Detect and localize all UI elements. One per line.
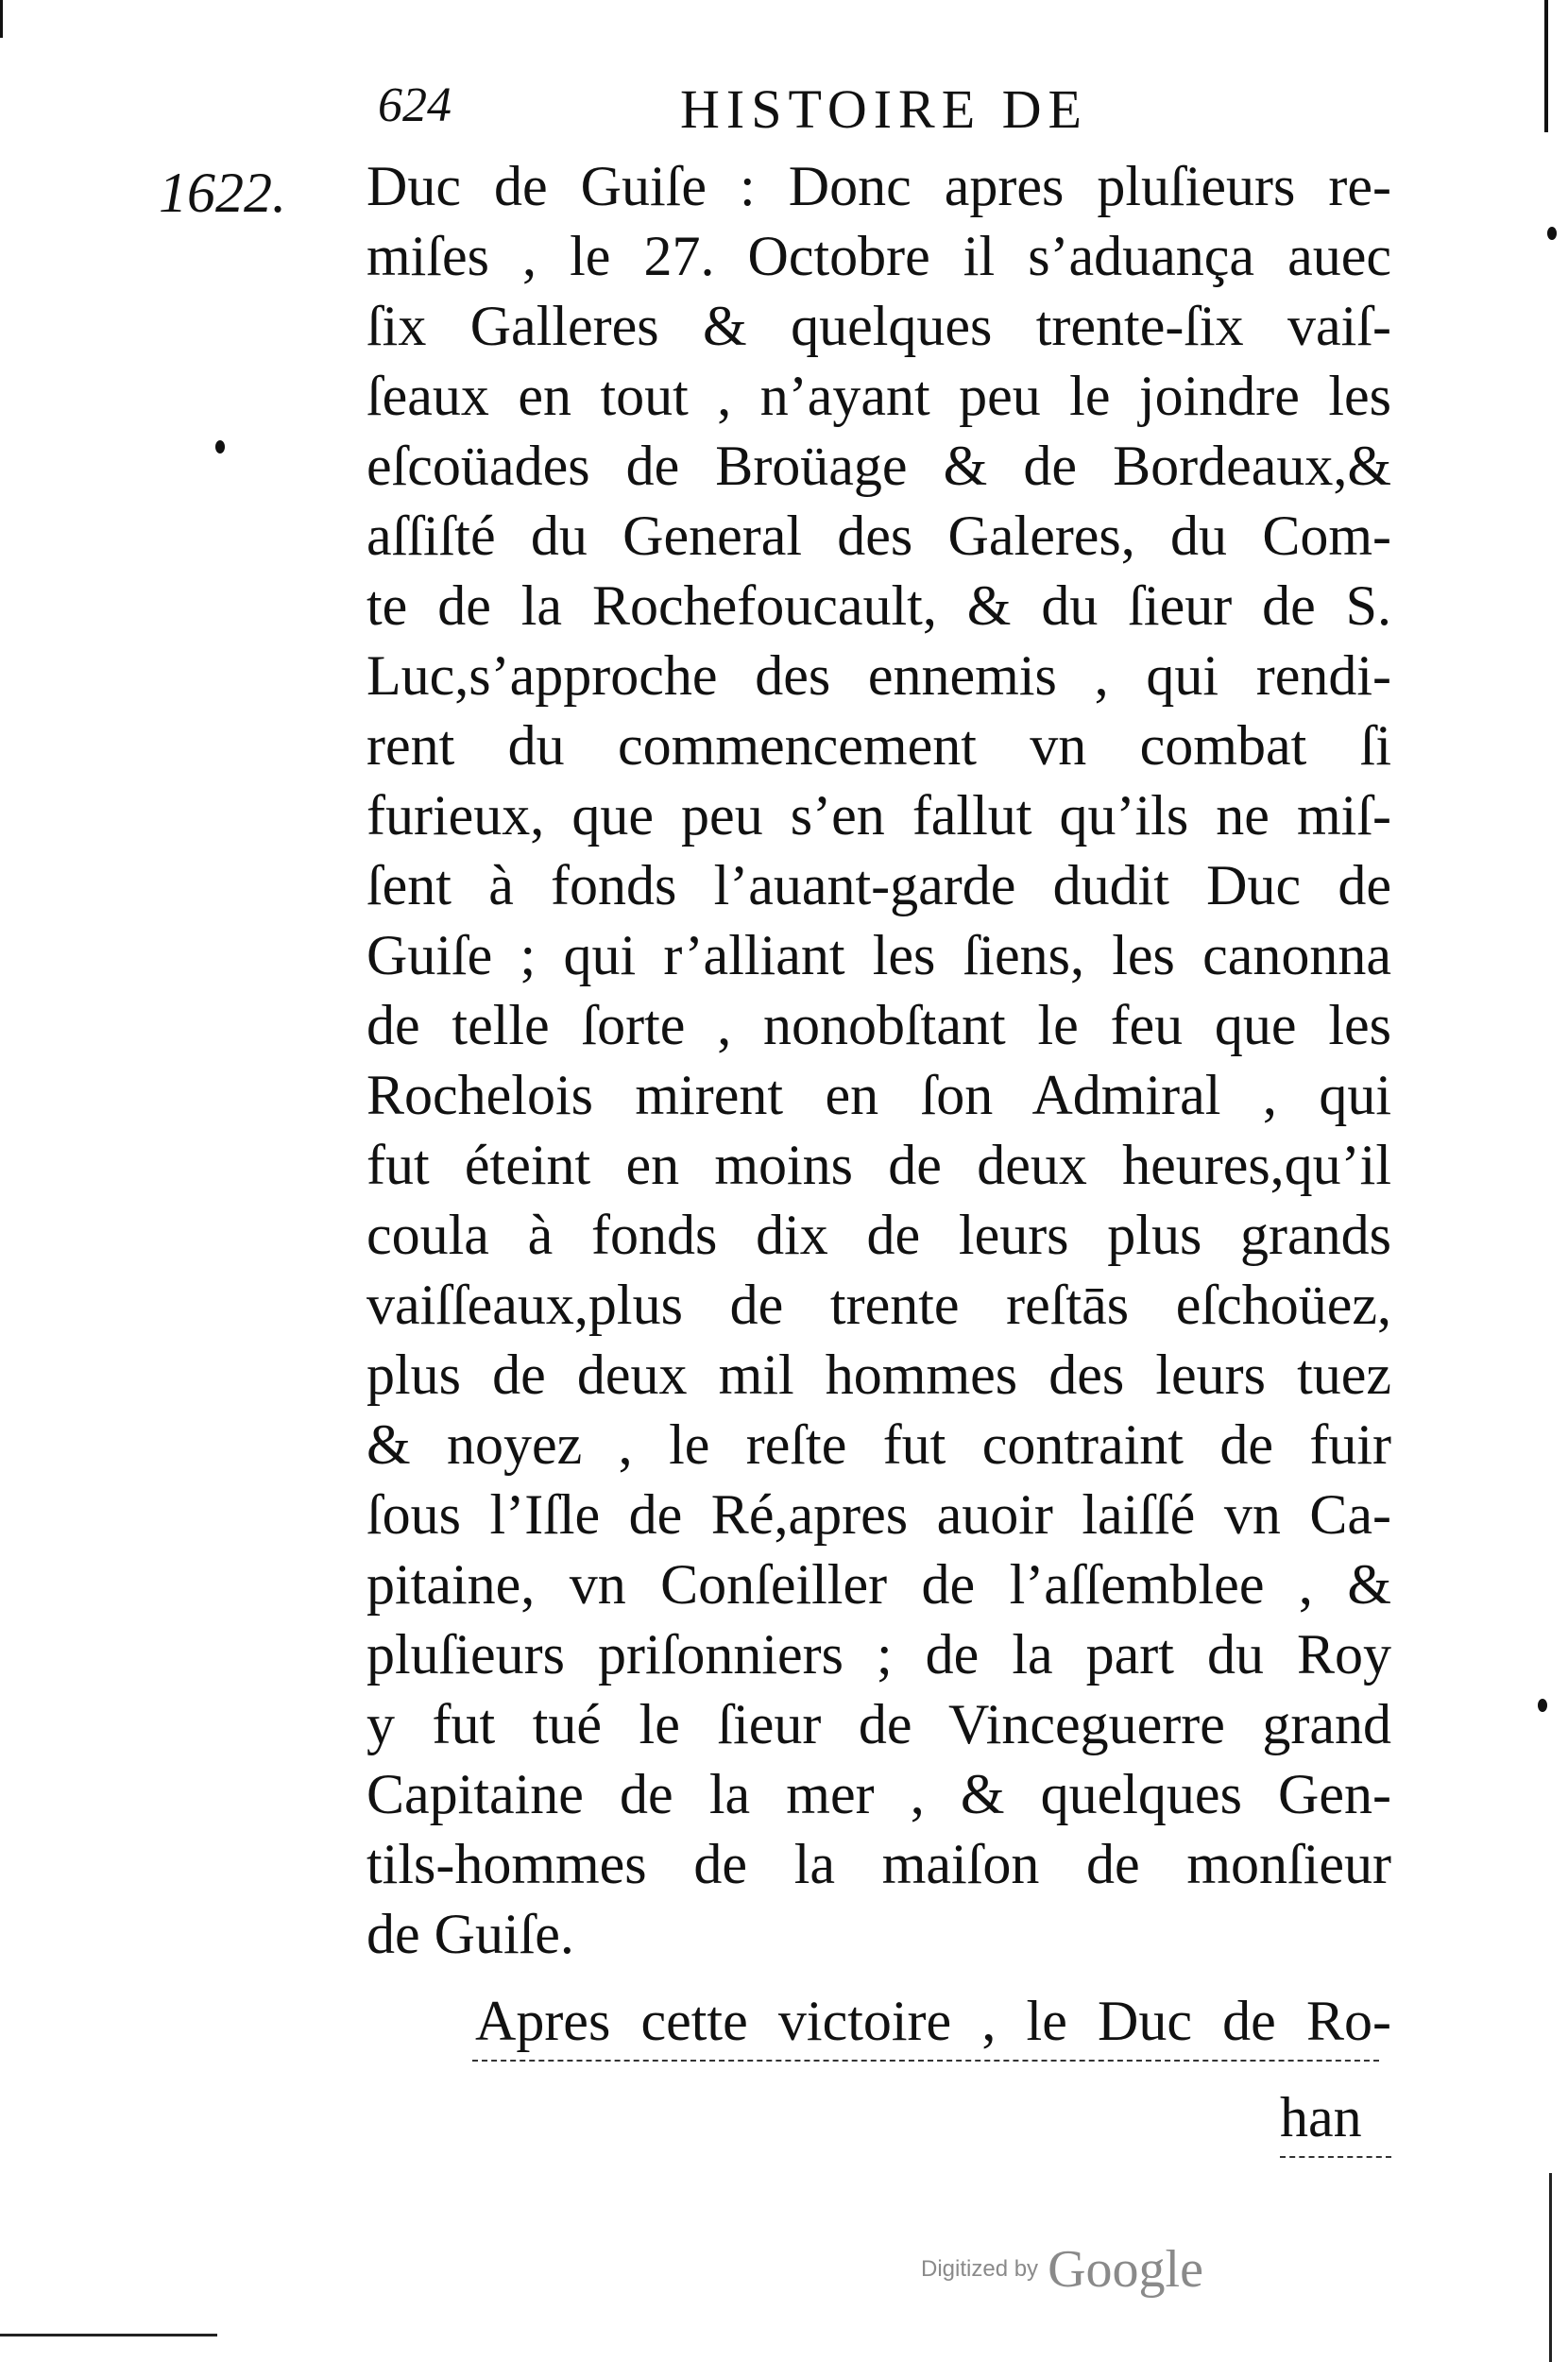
paragraph-gap: [366, 1969, 1391, 1986]
text-line: tils-hommes de la maiſon de monſieur: [366, 1833, 1391, 1895]
text-line: Rochelois mirent en ſon Admiral , qui: [366, 1064, 1391, 1126]
watermark-prefix: Digitized by: [921, 2256, 1039, 2282]
ink-speck: [215, 440, 225, 454]
digitized-watermark: [921, 2239, 1203, 2305]
text-line: y fut tué le ſieur de Vinceguerre grand: [366, 1693, 1391, 1755]
text-line: Capitaine de la mer , & quelques Gen-: [366, 1763, 1391, 1825]
text-line: plus de deux mil hommes des leurs tuez: [366, 1344, 1391, 1406]
text-line: Duc de Guiſe : Donc apres pluſieurs re-: [366, 155, 1391, 217]
running-title: HISTOIRE DE: [680, 78, 1088, 140]
text-line: ſous l’Iſle de Ré,apres auoir laiſſé vn Ca-: [366, 1483, 1391, 1546]
text-line: Guiſe ; qui r’alliant les ſiens, les canonna: [366, 924, 1391, 986]
underline-mark: [472, 2060, 1379, 2062]
page-edge-mark: [0, 2334, 217, 2336]
watermark-brand: Google: [1048, 2240, 1203, 2299]
page-number: 624: [378, 78, 452, 132]
text-line: furieux, que peu s’en fallut qu’ils ne miſ-: [366, 784, 1391, 847]
text-line: de Guiſe.: [366, 1903, 574, 1965]
text-line: ſeaux en tout , n’ayant peu le joindre les: [366, 365, 1391, 427]
catchword: han: [1280, 2086, 1362, 2148]
text-line: miſes , le 27. Octobre il s’aduança auec: [366, 225, 1391, 287]
text-line: Luc,s’approche des ennemis , qui rendi-: [366, 644, 1391, 707]
text-line: & noyez , le reſte fut contraint de fuir: [366, 1413, 1391, 1476]
page-edge-mark: [1549, 2173, 1552, 2362]
text-line: de telle ſorte , nonobſtant le feu que les: [366, 994, 1391, 1056]
text-line: Apres cette victoire , le Duc de Ro-: [475, 1990, 1391, 2052]
ink-speck: [1538, 1699, 1547, 1712]
text-line: ſent à fonds l’auant-garde dudit Duc de: [366, 854, 1391, 916]
text-line: fut éteint en moins de deux heures,qu’il: [366, 1134, 1391, 1196]
text-line: pluſieurs priſonniers ; de la part du Roy: [366, 1623, 1391, 1686]
text-line: rent du commencement vn combat ſi: [366, 714, 1391, 777]
text-line: coula à fonds dix de leurs plus grands: [366, 1204, 1391, 1266]
text-line: ſix Galleres & quelques trente-ſix vaiſ-: [366, 295, 1391, 357]
text-line: eſcoüades de Broüage & de Bordeaux,&: [366, 435, 1391, 497]
text-line: pitaine, vn Conſeiller de l’aſſemblee , &: [366, 1553, 1391, 1616]
ink-speck: [1547, 227, 1557, 240]
text-line: te de la Rochefoucault, & du ſieur de S.: [366, 574, 1391, 637]
body-text: [366, 151, 1391, 2056]
page-edge-mark: [0, 0, 3, 38]
running-head: [0, 77, 1568, 153]
text-line: vaiſſeaux,plus de trente reſtās eſchoüez,: [366, 1274, 1391, 1336]
margin-year: 1622.: [159, 162, 286, 224]
underline-mark: [1280, 2156, 1391, 2158]
text-line: aſſiſté du General des Galeres, du Com-: [366, 505, 1391, 567]
